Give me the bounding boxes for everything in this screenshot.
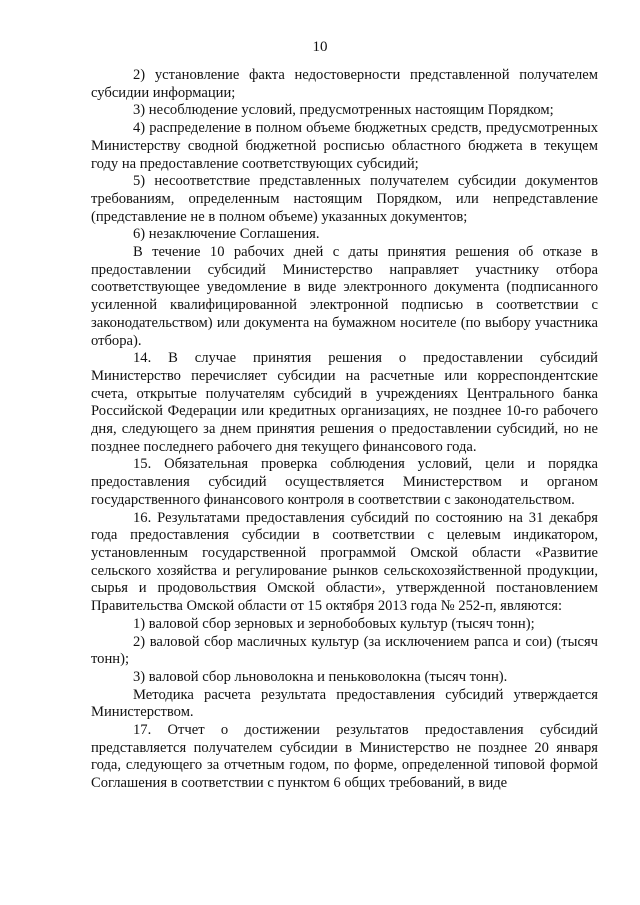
paragraph-item-6: 6) незаключение Соглашения. — [133, 226, 320, 243]
paragraph-clause-14: 14. В случае принятия решения о предоставлении субсидий Министерство перечисляет субсидии на расчетные или корреспондентские счета, открытые получателям субсидий в учреждениях Центрального банка Российской Федерации или кредитных организациях, не позднее 10-го рабочего дня, следующего за днем принятия решения о предоставлении субсидий, но не позднее последнего рабочего дня текущего финансового года. — [91, 350, 598, 455]
paragraph-methodology: Методика расчета результата предоставления субсидий утверждается Министерством. — [91, 686, 598, 721]
page-number: 10 — [312, 39, 328, 55]
paragraph-clause-16: 16. Результатами предоставления субсидий по состоянию на 31 декабря года предоставления субсидии в соответствии с целевым индикатором, установленным государственной программой Омской области «Развитие сельского хозяйства и регулирование рынков сельскохозяйственной продукции, сырья и продовольствия Омской области», утвержденной постановлением Правительства Омской области от 15 октября 2013 года № 252-п, являются: — [91, 509, 598, 615]
paragraph-clause-17: 17. Отчет о достижении результатов предоставления субсидий представляется получателем субсидии в Министерство не позднее 20 января года, следующего за отчетным годом, по форме, определенной типовой формой Соглашения в соответствии с пунктом 6 общих требований, в виде — [91, 722, 598, 792]
paragraph-item-4: 4) распределение в полном объеме бюджетных средств, предусмотренных Министерству сводной бюджетной росписью областного бюджета в текущем году на предоставление соответствующих субсидий; — [91, 120, 598, 172]
paragraph-item-2: 2) установление факта недостоверности представленной получателем субсидии информации; — [91, 67, 598, 101]
paragraph-refusal-notice: В течение 10 рабочих дней с даты принятия решения об отказе в предоставлении субсидий Министерство направляет участнику отбора соответствующее уведомление в виде электронного документа (подписанного усиленной квалифицированной электронной подписью в соответствии с законодательством) или документа на бумажном носителе (по выбору участника отбора). — [91, 244, 598, 349]
paragraph-result-3: 3) валовой сбор льноволокна и пеньковолокна (тысяч тонн). — [133, 668, 508, 685]
paragraph-result-2: 2) валовой сбор масличных культур (за исключением рапса и сои) (тысяч тонн); — [91, 633, 598, 668]
paragraph-clause-15: 15. Обязательная проверка соблюдения условий, цели и порядка предоставления субсидий осуществляется Министерством и органом государственного финансового контроля в соответствии с законодательством. — [91, 456, 598, 508]
paragraph-result-1: 1) валовой сбор зерновых и зернобобовых культур (тысяч тонн); — [133, 615, 535, 632]
paragraph-item-3: 3) несоблюдение условий, предусмотренных настоящим Порядком; — [133, 102, 554, 119]
paragraph-item-5: 5) несоответствие представленных получателем субсидии документов требованиям, определенным настоящим Порядком, или непредставление (представление не в полном объеме) указанных документов; — [91, 173, 598, 225]
document-body — [91, 67, 598, 793]
